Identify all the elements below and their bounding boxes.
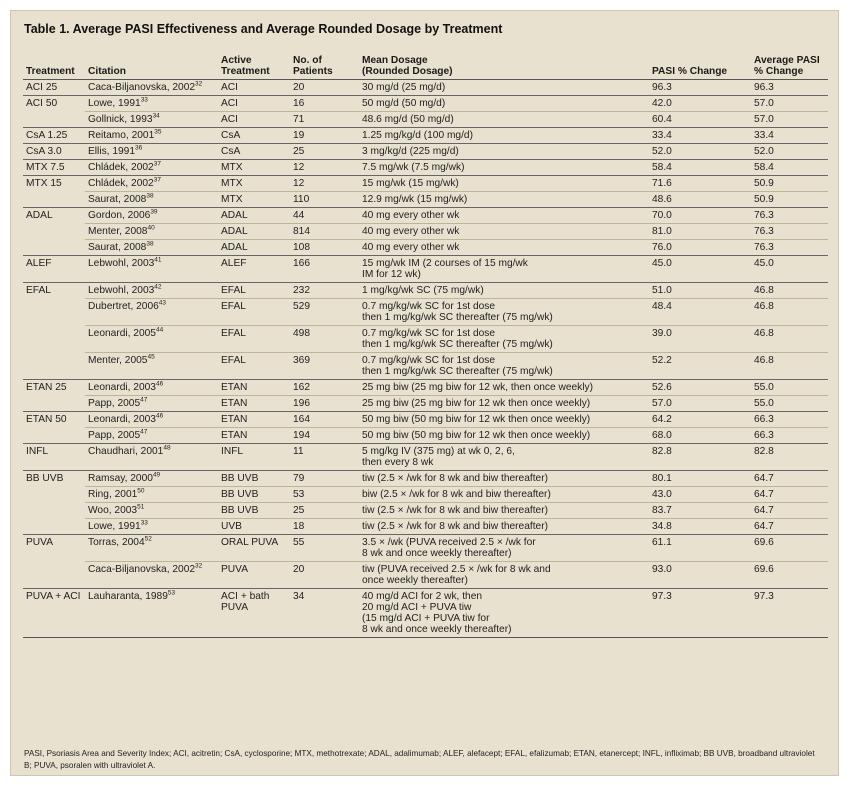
table-row — [23, 176, 828, 192]
citation-text: Caca-Biljanovska, 2002 — [88, 82, 196, 93]
cell-treatment — [23, 224, 85, 240]
cell-average-pasi: 45.0 — [751, 256, 828, 283]
cell-active-treatment: ACI — [221, 82, 238, 93]
table-panel — [10, 10, 839, 776]
reference-number: 47 — [140, 428, 148, 436]
cell-patients: 369 — [290, 353, 359, 380]
cell-treatment — [23, 519, 85, 535]
cell-citation — [85, 224, 218, 240]
cell-active-treatment: EFAL — [218, 353, 290, 380]
cell-dosage: tiw (2.5 × /wk for 8 wk and biw thereafter) — [359, 471, 649, 487]
reference-number: 40 — [147, 224, 155, 232]
cell-average-pasi: 69.6 — [751, 562, 828, 589]
table-row — [23, 240, 828, 256]
cell-pasi-change: 68.0 — [649, 428, 751, 444]
cell-dosage: 7.5 mg/wk (7.5 mg/wk) — [359, 160, 649, 176]
cell-average-pasi: 57.0 — [751, 96, 828, 112]
cell-treatment: EFAL — [23, 283, 85, 299]
cell-patients: 498 — [290, 326, 359, 353]
cell-active-treatment: ACI — [218, 112, 290, 128]
cell-pasi-change: 80.1 — [649, 471, 751, 487]
cell-dosage: tiw (PUVA received 2.5 × /wk for 8 wk and once weekly thereafter) — [359, 562, 649, 589]
table-title: Table 1. Average PASI Effectiveness and Average Rounded Dosage by Treatment — [24, 22, 503, 36]
cell-pasi-change: 45.0 — [649, 256, 751, 283]
cell-average-pasi: 97.3 — [751, 589, 828, 638]
reference-number: 41 — [154, 256, 162, 264]
cell-average-pasi: 33.4 — [751, 128, 828, 144]
cell-dosage: tiw (2.5 × /wk for 8 wk and biw thereafter) — [359, 519, 649, 535]
cell-patients: 34 — [290, 589, 359, 638]
table-row — [23, 471, 828, 487]
cell-patients: 108 — [290, 240, 359, 256]
cell-patients: 20 — [293, 82, 305, 93]
cell-average-pasi: 46.8 — [751, 283, 828, 299]
cell-pasi-change: 96.3 — [652, 82, 672, 93]
cell-treatment — [23, 326, 85, 353]
table-row — [23, 589, 828, 638]
table-row — [23, 112, 828, 128]
cell-treatment: PUVA + ACI — [23, 589, 85, 638]
reference-number: 42 — [154, 283, 162, 291]
cell-treatment — [23, 562, 85, 589]
citation-text: Leonardi, 2003 — [88, 382, 156, 393]
cell-citation — [85, 256, 218, 283]
cell-pasi-change: 48.4 — [649, 299, 751, 326]
citation-text: Gordon, 2006 — [88, 210, 151, 221]
cell-pasi-change: 76.0 — [649, 240, 751, 256]
cell-patients: 194 — [290, 428, 359, 444]
table-row — [23, 256, 828, 283]
reference-number: 37 — [153, 176, 161, 184]
cell-patients: 71 — [290, 112, 359, 128]
cell-citation — [85, 380, 218, 396]
cell-average-pasi: 55.0 — [751, 380, 828, 396]
cell-patients: 110 — [290, 192, 359, 208]
table-row — [23, 535, 828, 562]
cell-average-pasi: 64.7 — [751, 519, 828, 535]
cell-dosage: 3.5 × /wk (PUVA received 2.5 × /wk for 8 wk and once weekly thereafter) — [359, 535, 649, 562]
cell-average-pasi: 76.3 — [751, 224, 828, 240]
cell-patients: 12 — [290, 160, 359, 176]
cell-treatment — [23, 396, 85, 412]
cell-citation — [85, 283, 218, 299]
cell-citation — [85, 176, 218, 192]
cell-patients: 18 — [290, 519, 359, 535]
cell-active-treatment: EFAL — [218, 283, 290, 299]
cell-average-pasi: 96.3 — [754, 82, 774, 93]
citation-text: Chládek, 2002 — [88, 178, 154, 189]
table-row — [23, 224, 828, 240]
table-row — [23, 144, 828, 160]
header-no-of-patients: No. of Patients — [290, 55, 359, 80]
cell-active-treatment: BB UVB — [218, 487, 290, 503]
cell-pasi-change: 81.0 — [649, 224, 751, 240]
cell-pasi-change: 39.0 — [649, 326, 751, 353]
cell-dosage: 25 mg biw (25 mg biw for 12 wk then once weekly) — [359, 396, 649, 412]
table-row — [23, 444, 828, 471]
table-row — [23, 192, 828, 208]
cell-pasi-change: 48.6 — [649, 192, 751, 208]
cell-active-treatment: INFL — [218, 444, 290, 471]
cell-treatment: ACI 50 — [23, 96, 85, 112]
cell-treatment: PUVA — [23, 535, 85, 562]
cell-treatment: BB UVB — [23, 471, 85, 487]
table-footnote: PASI, Psoriasis Area and Severity Index; ACI, acitretin; CsA, cyclosporine; MTX, methotrexate; ADAL, adalimumab; ALEF, alefacept; EFAL, efalizumab; ETAN, etanercept; INFL, infliximab; BB UVB, broadband ultraviolet B; PUVA, psoralen with ultraviolet A. — [24, 749, 815, 770]
cell-pasi-change: 33.4 — [649, 128, 751, 144]
cell-treatment: CsA 3.0 — [23, 144, 85, 160]
cell-dosage: biw (2.5 × /wk for 8 wk and biw thereafter) — [359, 487, 649, 503]
cell-treatment — [23, 112, 85, 128]
citation-text: Ellis, 1991 — [88, 146, 136, 157]
reference-number: 39 — [150, 208, 158, 216]
citation-text: Saurat, 2008 — [88, 242, 147, 253]
cell-pasi-change: 57.0 — [649, 396, 751, 412]
reference-number: 52 — [144, 535, 152, 543]
cell-pasi-change: 51.0 — [649, 283, 751, 299]
cell-average-pasi: 76.3 — [751, 240, 828, 256]
cell-active-treatment: ADAL — [218, 240, 290, 256]
reference-number: 35 — [154, 128, 162, 136]
table-row — [23, 380, 828, 396]
cell-dosage: 15 mg/wk IM (2 courses of 15 mg/wk IM for 12 wk) — [359, 256, 649, 283]
cell-citation — [85, 412, 218, 428]
table-row — [23, 503, 828, 519]
cell-pasi-change: 60.4 — [649, 112, 751, 128]
cell-active-treatment: EFAL — [218, 299, 290, 326]
header-mean-dosage: Mean Dosage (Rounded Dosage) — [359, 55, 649, 80]
cell-dosage: tiw (2.5 × /wk for 8 wk and biw thereafter) — [359, 503, 649, 519]
cell-patients: 25 — [290, 503, 359, 519]
cell-pasi-change: 43.0 — [649, 487, 751, 503]
cell-patients: 20 — [290, 562, 359, 589]
reference-number: 45 — [147, 353, 155, 361]
cell-active-treatment: ETAN — [218, 428, 290, 444]
cell-patients: 55 — [290, 535, 359, 562]
reference-number: 34 — [152, 112, 160, 120]
citation-text: Lauharanta, 1989 — [88, 591, 168, 602]
reference-number: 32 — [195, 562, 203, 570]
cell-treatment — [23, 428, 85, 444]
cell-citation — [85, 192, 218, 208]
table-row — [23, 428, 828, 444]
cell-pasi-change: 58.4 — [649, 160, 751, 176]
table-row — [23, 160, 828, 176]
cell-pasi-change: 42.0 — [649, 96, 751, 112]
header-active-treatment: Active Treatment — [218, 55, 290, 80]
reference-number: 37 — [153, 160, 161, 168]
cell-pasi-change: 71.6 — [649, 176, 751, 192]
cell-active-treatment: CsA — [218, 128, 290, 144]
cell-average-pasi: 52.0 — [751, 144, 828, 160]
cell-treatment: MTX 7.5 — [23, 160, 85, 176]
table-row — [23, 562, 828, 589]
cell-active-treatment: ACI — [218, 96, 290, 112]
cell-citation — [85, 589, 218, 638]
cell-citation — [85, 112, 218, 128]
cell-average-pasi: 64.7 — [751, 503, 828, 519]
reference-number: 48 — [163, 444, 171, 452]
header-pasi-change: PASI % Change — [649, 55, 751, 80]
citation-text: Lowe, 1991 — [88, 521, 141, 532]
citation-text: Chládek, 2002 — [88, 162, 154, 173]
cell-active-treatment: ALEF — [218, 256, 290, 283]
cell-average-pasi: 66.3 — [751, 412, 828, 428]
table-row — [23, 208, 828, 224]
citation-text: Papp, 2005 — [88, 430, 141, 441]
citation-text: Lebwohl, 2003 — [88, 285, 155, 296]
cell-average-pasi: 76.3 — [751, 208, 828, 224]
table-row — [23, 396, 828, 412]
cell-treatment — [23, 240, 85, 256]
cell-patients: 162 — [290, 380, 359, 396]
cell-dosage: 0.7 mg/kg/wk SC for 1st dose then 1 mg/kg/wk SC thereafter (75 mg/wk) — [359, 353, 649, 380]
cell-patients: 164 — [290, 412, 359, 428]
cell-treatment: CsA 1.25 — [23, 128, 85, 144]
cell-pasi-change: 82.8 — [649, 444, 751, 471]
cell-average-pasi: 66.3 — [751, 428, 828, 444]
header-citation: Citation — [85, 55, 218, 80]
cell-treatment: ETAN 25 — [23, 380, 85, 396]
cell-citation — [85, 128, 218, 144]
cell-active-treatment: EFAL — [218, 326, 290, 353]
cell-active-treatment: ORAL PUVA — [218, 535, 290, 562]
citation-text: Ring, 2001 — [88, 489, 138, 500]
cell-patients: 232 — [290, 283, 359, 299]
cell-active-treatment: CsA — [218, 144, 290, 160]
citation-text: Lebwohl, 2003 — [88, 258, 155, 269]
cell-citation — [85, 353, 218, 380]
citation-text: Papp, 2005 — [88, 398, 141, 409]
cell-citation — [85, 562, 218, 589]
cell-dosage: 48.6 mg/d (50 mg/d) — [359, 112, 649, 128]
cell-patients: 166 — [290, 256, 359, 283]
reference-number: 43 — [158, 299, 167, 307]
cell-patients: 25 — [290, 144, 359, 160]
reference-number: 53 — [167, 589, 176, 597]
reference-number: 49 — [152, 471, 161, 479]
citation-text: Dubertret, 2006 — [88, 301, 159, 312]
cell-dosage: 40 mg every other wk — [359, 224, 649, 240]
cell-citation — [85, 428, 218, 444]
cell-dosage: 5 mg/kg IV (375 mg) at wk 0, 2, 6, then every 8 wk — [359, 444, 649, 471]
cell-active-treatment: ETAN — [218, 380, 290, 396]
citation-text: Reitamo, 2001 — [88, 130, 155, 141]
reference-number: 32 — [195, 80, 203, 88]
cell-citation — [85, 240, 218, 256]
citation-text: Gollnick, 1993 — [88, 114, 153, 125]
cell-patients: 529 — [290, 299, 359, 326]
cell-pasi-change: 52.2 — [649, 353, 751, 380]
cell-average-pasi: 50.9 — [751, 176, 828, 192]
cell-patients: 19 — [290, 128, 359, 144]
cell-treatment: MTX 15 — [23, 176, 85, 192]
cell-active-treatment: PUVA — [218, 562, 290, 589]
table-header — [23, 55, 828, 80]
cell-pasi-change: 52.0 — [649, 144, 751, 160]
citation-text: Woo, 2003 — [88, 505, 138, 516]
table-row — [23, 128, 828, 144]
table-row — [23, 487, 828, 503]
cell-active-treatment: BB UVB — [218, 503, 290, 519]
cell-patients: 12 — [290, 176, 359, 192]
cell-pasi-change: 97.3 — [649, 589, 751, 638]
reference-number: 33 — [140, 519, 148, 527]
cell-active-treatment: BB UVB — [218, 471, 290, 487]
cell-average-pasi: 64.7 — [751, 471, 828, 487]
citation-text: Menter, 2005 — [88, 355, 148, 366]
cell-citation — [85, 80, 218, 96]
header-row — [23, 55, 828, 80]
cell-citation — [85, 326, 218, 353]
reference-number: 36 — [135, 144, 143, 152]
table-row — [23, 283, 828, 299]
citation-text: Ramsay, 2000 — [88, 473, 153, 484]
cell-dosage: 50 mg/d (50 mg/d) — [359, 96, 649, 112]
reference-number: 44 — [155, 326, 164, 334]
cell-active-treatment: ADAL — [218, 224, 290, 240]
cell-active-treatment: ACI + bath PUVA — [218, 589, 290, 638]
cell-average-pasi: 46.8 — [751, 299, 828, 326]
cell-pasi-change: 70.0 — [649, 208, 751, 224]
cell-pasi-change: 93.0 — [649, 562, 751, 589]
cell-pasi-change: 83.7 — [649, 503, 751, 519]
cell-active-treatment: ADAL — [218, 208, 290, 224]
cell-active-treatment: MTX — [218, 176, 290, 192]
cell-dosage: 1 mg/kg/wk SC (75 mg/wk) — [359, 283, 649, 299]
cell-dosage: 30 mg/d (25 mg/d) — [362, 82, 446, 93]
cell-patients: 16 — [290, 96, 359, 112]
cell-average-pasi: 58.4 — [751, 160, 828, 176]
cell-citation — [85, 208, 218, 224]
cell-dosage: 40 mg/d ACI for 2 wk, then 20 mg/d ACI + PUVA tiw (15 mg/d ACI + PUVA tiw for 8 wk and once weekly thereafter) — [359, 589, 649, 638]
cell-active-treatment: MTX — [218, 192, 290, 208]
cell-dosage: 15 mg/wk (15 mg/wk) — [359, 176, 649, 192]
cell-treatment — [23, 353, 85, 380]
cell-citation — [85, 299, 218, 326]
cell-citation — [85, 160, 218, 176]
citation-text: Leonardi, 2005 — [88, 328, 156, 339]
cell-patients: 814 — [290, 224, 359, 240]
cell-active-treatment: MTX — [218, 160, 290, 176]
cell-treatment: ALEF — [23, 256, 85, 283]
cell-average-pasi: 69.6 — [751, 535, 828, 562]
table-row — [23, 326, 828, 353]
cell-average-pasi: 46.8 — [751, 353, 828, 380]
citation-text: Saurat, 2008 — [88, 194, 147, 205]
citation-text: Lowe, 1991 — [88, 98, 141, 109]
reference-number: 50 — [137, 487, 145, 495]
cell-patients: 11 — [290, 444, 359, 471]
table-row — [23, 353, 828, 380]
reference-number: 38 — [146, 240, 154, 248]
cell-treatment — [23, 503, 85, 519]
cell-citation — [85, 144, 218, 160]
cell-citation — [85, 503, 218, 519]
cell-average-pasi: 82.8 — [751, 444, 828, 471]
cell-citation — [85, 471, 218, 487]
cell-patients: 53 — [290, 487, 359, 503]
citation-text: Caca-Biljanovska, 2002 — [88, 564, 196, 575]
cell-dosage: 50 mg biw (50 mg biw for 12 wk then once weekly) — [359, 412, 649, 428]
cell-treatment: ACI 25 — [26, 82, 58, 93]
cell-average-pasi: 64.7 — [751, 487, 828, 503]
table-row — [23, 299, 828, 326]
cell-treatment — [23, 192, 85, 208]
cell-dosage: 0.7 mg/kg/wk SC for 1st dose then 1 mg/kg/wk SC thereafter (75 mg/wk) — [359, 326, 649, 353]
table-row — [23, 519, 828, 535]
cell-dosage: 1.25 mg/kg/d (100 mg/d) — [359, 128, 649, 144]
cell-citation — [85, 535, 218, 562]
cell-active-treatment: UVB — [218, 519, 290, 535]
cell-average-pasi: 50.9 — [751, 192, 828, 208]
header-treatment: Treatment — [23, 55, 85, 80]
cell-average-pasi: 46.8 — [751, 326, 828, 353]
cell-average-pasi: 57.0 — [751, 112, 828, 128]
cell-patients: 79 — [290, 471, 359, 487]
cell-treatment: ADAL — [23, 208, 85, 224]
citation-text: Menter, 2008 — [88, 226, 148, 237]
cell-citation — [85, 396, 218, 412]
cell-treatment — [23, 299, 85, 326]
cell-patients: 196 — [290, 396, 359, 412]
cell-citation — [85, 444, 218, 471]
cell-dosage: 25 mg biw (25 mg biw for 12 wk, then once weekly) — [359, 380, 649, 396]
cell-pasi-change: 64.2 — [649, 412, 751, 428]
cell-pasi-change: 34.8 — [649, 519, 751, 535]
cell-treatment — [23, 487, 85, 503]
cell-dosage: 40 mg every other wk — [359, 240, 649, 256]
header-average-pasi-change: Average PASI % Change — [751, 55, 828, 80]
cell-pasi-change: 61.1 — [649, 535, 751, 562]
cell-dosage: 40 mg every other wk — [359, 208, 649, 224]
cell-active-treatment: ETAN — [218, 396, 290, 412]
cell-average-pasi: 55.0 — [751, 396, 828, 412]
reference-number: 46 — [155, 412, 164, 420]
table-row — [23, 412, 828, 428]
reference-number: 46 — [155, 380, 164, 388]
cell-dosage: 12.9 mg/wk (15 mg/wk) — [359, 192, 649, 208]
reference-number: 51 — [137, 503, 145, 511]
cell-citation — [85, 519, 218, 535]
reference-number: 47 — [140, 396, 148, 404]
reference-number: 33 — [140, 96, 148, 104]
table-row — [23, 96, 828, 112]
reference-number: 38 — [146, 192, 154, 200]
pasi-table — [23, 55, 828, 638]
cell-citation — [85, 96, 218, 112]
citation-text: Leonardi, 2003 — [88, 414, 156, 425]
cell-patients: 44 — [290, 208, 359, 224]
cell-treatment: ETAN 50 — [23, 412, 85, 428]
cell-treatment: INFL — [23, 444, 85, 471]
citation-text: Chaudhari, 2001 — [88, 446, 164, 457]
table-row — [23, 80, 828, 96]
cell-active-treatment: ETAN — [218, 412, 290, 428]
table-body — [23, 80, 828, 638]
cell-dosage: 50 mg biw (50 mg biw for 12 wk then once weekly) — [359, 428, 649, 444]
citation-text: Torras, 2004 — [88, 537, 145, 548]
cell-citation — [85, 487, 218, 503]
cell-dosage: 0.7 mg/kg/wk SC for 1st dose then 1 mg/kg/wk SC thereafter (75 mg/wk) — [359, 299, 649, 326]
cell-pasi-change: 52.6 — [649, 380, 751, 396]
cell-dosage: 3 mg/kg/d (225 mg/d) — [359, 144, 649, 160]
